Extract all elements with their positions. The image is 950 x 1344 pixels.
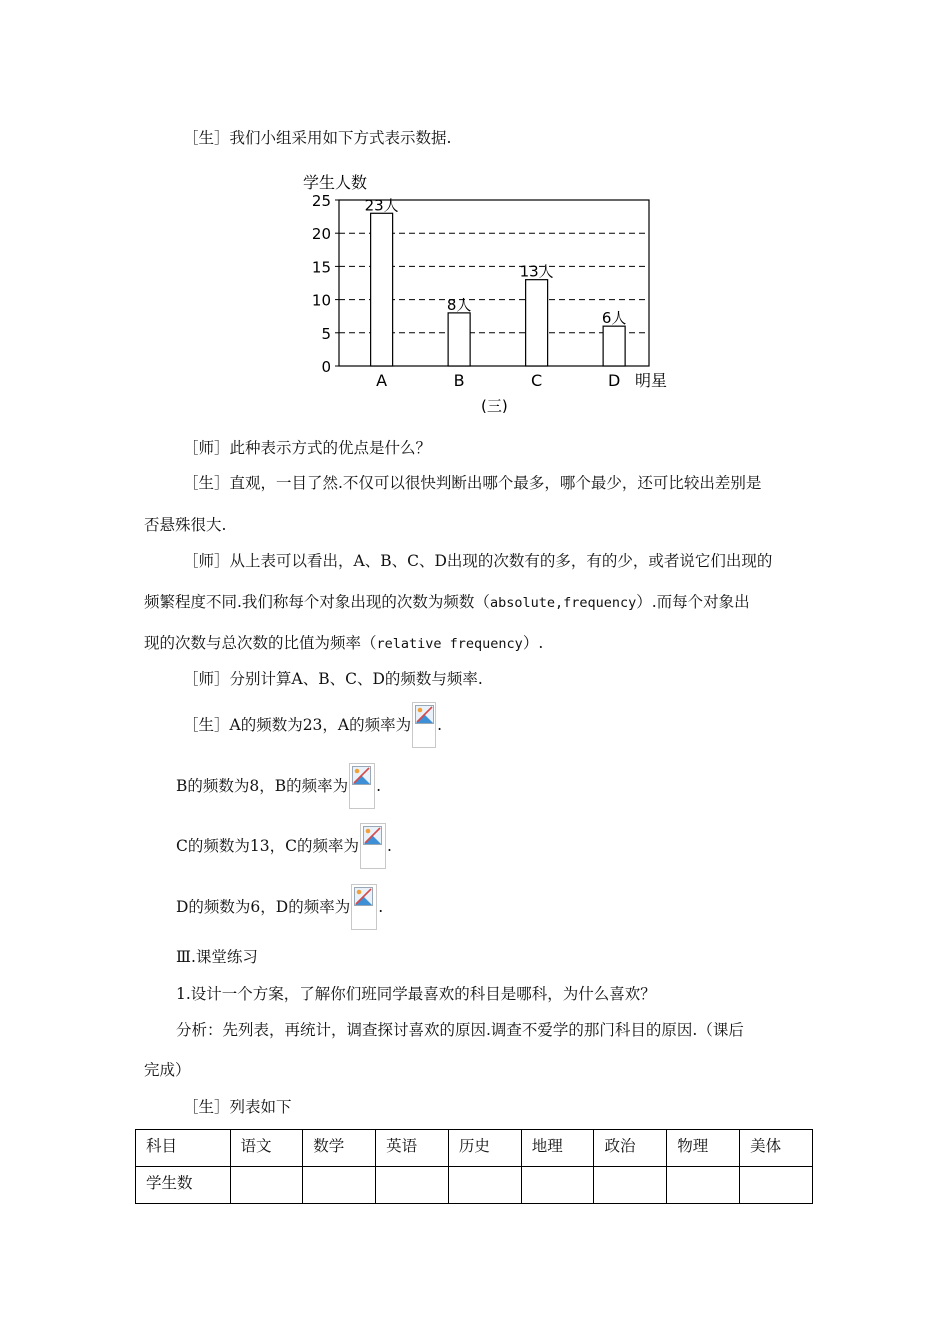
- period: .: [386, 837, 392, 855]
- x-tick-label: A: [376, 371, 388, 390]
- table-header-cell: 科目: [136, 1130, 231, 1167]
- table-cell: [303, 1167, 376, 1204]
- term-absolute-frequency: absolute,frequency: [489, 595, 637, 611]
- analysis-b: 完成）: [144, 1061, 191, 1079]
- text: 频繁程度不同.我们称每个对象出现的次数为频数（: [144, 593, 490, 611]
- table-header-cell: 地理: [521, 1130, 594, 1167]
- data-label: 8人: [446, 295, 472, 314]
- table-header-cell: 历史: [448, 1130, 521, 1167]
- y-tick-label: 10: [311, 291, 331, 310]
- x-axis-label: 明星: [635, 371, 668, 390]
- x-tick-label: C: [531, 371, 543, 390]
- table-row-label: 学生数: [136, 1167, 231, 1204]
- bar: [371, 213, 393, 366]
- broken-image-icon: [351, 884, 377, 930]
- y-axis-label: 学生人数: [303, 173, 368, 192]
- freq-a-line: [183, 702, 442, 748]
- student-line-1: ［生］我们小组采用如下方式表示数据.: [183, 129, 452, 147]
- table-row: [136, 1167, 813, 1204]
- table-header-cell: 数学: [303, 1130, 376, 1167]
- y-tick-label: 15: [311, 258, 331, 277]
- table-cell: [740, 1167, 813, 1204]
- freq-d-text: D的频数为6，D的频率为: [176, 898, 351, 916]
- broken-image-icon: [412, 702, 436, 748]
- data-label: 6人: [601, 309, 627, 328]
- table-cell: [521, 1167, 594, 1204]
- student-answer-a: ［生］直观，一目了然.不仅可以很快判断出哪个最多，哪个最少，还可比较出差别是: [183, 474, 762, 492]
- subject-table: [135, 1129, 813, 1204]
- freq-b-text: B的频数为8，B的频率为: [176, 777, 349, 795]
- text: 现的次数与总次数的比值为频率（: [144, 634, 377, 652]
- table-header-cell: 政治: [594, 1130, 667, 1167]
- table-header-row: [136, 1130, 813, 1167]
- bar-chart: [295, 168, 685, 418]
- y-tick-label: 25: [311, 192, 331, 210]
- teacher-question: ［师］此种表示方式的优点是什么？: [183, 439, 432, 457]
- table-cell: [448, 1167, 521, 1204]
- period: .: [437, 716, 443, 734]
- table-header-cell: 语文: [230, 1130, 303, 1167]
- bar-chart-svg: [295, 168, 685, 418]
- bar: [603, 326, 625, 366]
- y-tick-label: 5: [321, 324, 331, 343]
- period: .: [376, 777, 382, 795]
- freq-c-line: [176, 823, 392, 869]
- text: ）.: [522, 634, 544, 652]
- chart-caption: (三): [481, 397, 508, 415]
- data-label: 13人: [519, 262, 554, 281]
- table-cell: [667, 1167, 740, 1204]
- teacher-explain-c: [144, 633, 543, 654]
- term-relative-frequency: relative frequency: [376, 636, 523, 652]
- bar: [448, 313, 470, 366]
- broken-image-icon: [360, 823, 386, 869]
- y-tick-label: 0: [321, 358, 331, 376]
- table-header-cell: 物理: [667, 1130, 740, 1167]
- y-tick-label: 20: [311, 225, 331, 244]
- table-header-cell: 英语: [376, 1130, 449, 1167]
- student-list-line: ［生］列表如下: [183, 1098, 292, 1116]
- analysis-a: 分析：先列表，再统计，调查探讨喜欢的原因.调查不爱学的那门科目的原因.（课后: [176, 1021, 744, 1039]
- table-cell: [230, 1167, 303, 1204]
- data-label: 23人: [364, 196, 399, 215]
- freq-d-line: [176, 884, 383, 930]
- student-answer-b: 否悬殊很大.: [144, 516, 227, 534]
- teacher-task: ［师］分别计算A、B、C、D的频数与频率.: [183, 670, 483, 688]
- exercise-question: 1.设计一个方案，了解你们班同学最喜欢的科目是哪科，为什么喜欢？: [176, 985, 656, 1003]
- freq-c-text: C的频数为13，C的频率为: [176, 837, 359, 855]
- bar: [526, 280, 548, 366]
- table-cell: [376, 1167, 449, 1204]
- teacher-explain-b: [144, 592, 750, 613]
- table-header-cell: 美体: [740, 1130, 813, 1167]
- section-heading: Ⅲ.课堂练习: [176, 948, 258, 966]
- x-tick-label: B: [453, 371, 465, 390]
- teacher-explain-a: ［师］从上表可以看出，A、B、C、D出现的次数有的多，有的少，或者说它们出现的: [183, 552, 773, 570]
- freq-a-text: ［生］A的频数为23，A的频率为: [183, 716, 412, 734]
- x-tick-label: D: [607, 371, 621, 390]
- freq-b-line: [176, 763, 381, 809]
- table-cell: [594, 1167, 667, 1204]
- text: ）.而每个对象出: [636, 593, 750, 611]
- broken-image-icon: [349, 763, 375, 809]
- period: .: [378, 898, 384, 916]
